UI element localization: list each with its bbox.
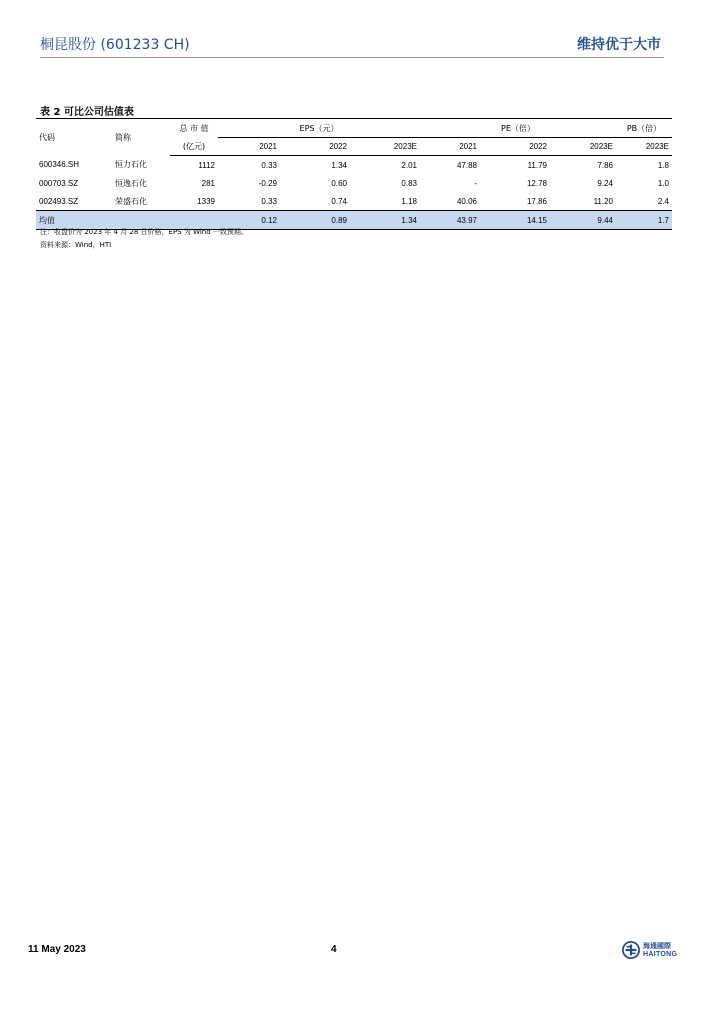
cell-eps-2023e: 1.18 bbox=[401, 196, 417, 206]
cell-code: 002493.SZ bbox=[39, 196, 79, 206]
cell-eps-2022: 0.74 bbox=[331, 196, 347, 206]
pe-year-2022: 2022 bbox=[480, 138, 550, 156]
col-group-pb: PB（倍） bbox=[616, 119, 672, 138]
col-group-pe: PE（倍） bbox=[420, 119, 616, 138]
cell-pe-2023e: 7.86 bbox=[597, 160, 613, 170]
cell-pe-2023e: 11.20 bbox=[593, 196, 613, 206]
cell-pe-2023e: 9.24 bbox=[597, 178, 613, 188]
eps-year-2021: 2021 bbox=[218, 138, 280, 156]
cell-eps-2021: 0.33 bbox=[261, 160, 277, 170]
footer-date: 11 May 2023 bbox=[28, 944, 86, 955]
col-header-code: 代码 bbox=[39, 132, 55, 142]
eps-year-2022: 2022 bbox=[280, 138, 350, 156]
cell-mktcap: 1112 bbox=[198, 160, 215, 170]
cell-eps-2023e: 0.83 bbox=[401, 178, 417, 188]
page-number: 4 bbox=[331, 944, 337, 955]
avg-pe-2021: 43.97 bbox=[420, 211, 480, 230]
col-header-mktcap: 总 市 值 bbox=[179, 123, 209, 133]
col-header-name: 简称 bbox=[115, 132, 131, 142]
avg-pe-2022: 14.15 bbox=[480, 211, 550, 230]
cell-mktcap: 281 bbox=[201, 178, 215, 188]
cell-eps-2021: 0.33 bbox=[261, 196, 277, 206]
haitong-logo bbox=[622, 940, 682, 962]
cell-eps-2021: -0.29 bbox=[258, 178, 277, 188]
average-label: 均值 bbox=[36, 211, 112, 230]
pb-year-2023e: 2023E bbox=[616, 138, 672, 156]
header-divider bbox=[40, 57, 664, 58]
cell-mktcap: 1339 bbox=[197, 196, 215, 206]
pe-year-2021: 2021 bbox=[420, 138, 480, 156]
cell-pe-2022: 17.86 bbox=[526, 196, 547, 206]
avg-pe-2023e: 9.44 bbox=[550, 211, 616, 230]
logo-text-cn: 海通國際 bbox=[643, 942, 671, 950]
col-header-mktcap-unit: (亿元) bbox=[170, 138, 218, 156]
cell-code: 600346.SH bbox=[39, 160, 80, 170]
header-rating: 维持优于大市 bbox=[577, 37, 661, 53]
cell-eps-2023e: 2.01 bbox=[401, 160, 417, 170]
cell-name: 恒逸石化 bbox=[115, 178, 147, 188]
table-title: 表 2 可比公司估值表 bbox=[40, 107, 134, 118]
pe-year-2023e: 2023E bbox=[550, 138, 616, 156]
cell-pb-2023e: 2.4 bbox=[657, 196, 669, 206]
cell-eps-2022: 0.60 bbox=[331, 178, 347, 188]
cell-pe-2022: 11.79 bbox=[527, 160, 547, 170]
valuation-table bbox=[36, 118, 672, 230]
haitong-logo-icon bbox=[622, 941, 640, 959]
cell-pb-2023e: 1.0 bbox=[657, 178, 669, 188]
cell-code: 000703.SZ bbox=[39, 178, 79, 188]
cell-pe-2021: - bbox=[474, 178, 477, 188]
cell-eps-2022: 1.34 bbox=[331, 160, 347, 170]
avg-eps-2022: 0.89 bbox=[280, 211, 350, 230]
table-note: 注：收盘价为 2023 年 4 月 28 日价格，EPS 为 Wind 一致预期。 bbox=[40, 228, 248, 236]
header-company-ticker: 桐昆股份 (601233 CH) bbox=[40, 37, 190, 53]
cell-pe-2021: 40.06 bbox=[456, 196, 477, 206]
eps-year-2023e: 2023E bbox=[350, 138, 420, 156]
table-header-row-1 bbox=[36, 119, 672, 138]
avg-eps-2021: 0.12 bbox=[218, 211, 280, 230]
avg-pb-2023e: 1.7 bbox=[616, 211, 672, 230]
table-row bbox=[36, 192, 672, 211]
cell-pe-2021: 47.88 bbox=[456, 160, 477, 170]
cell-name: 恒力石化 bbox=[115, 160, 147, 170]
cell-pb-2023e: 1.8 bbox=[657, 160, 669, 170]
avg-eps-2023e: 1.34 bbox=[350, 211, 420, 230]
table-row bbox=[36, 174, 672, 192]
cell-name: 荣盛石化 bbox=[115, 196, 147, 206]
table-row bbox=[36, 156, 672, 175]
cell-pe-2022: 12.78 bbox=[526, 178, 547, 188]
col-group-eps: EPS（元） bbox=[218, 119, 420, 138]
logo-text-en: HAITONG bbox=[643, 951, 678, 958]
table-source: 资料来源：Wind，HTI bbox=[40, 241, 112, 249]
